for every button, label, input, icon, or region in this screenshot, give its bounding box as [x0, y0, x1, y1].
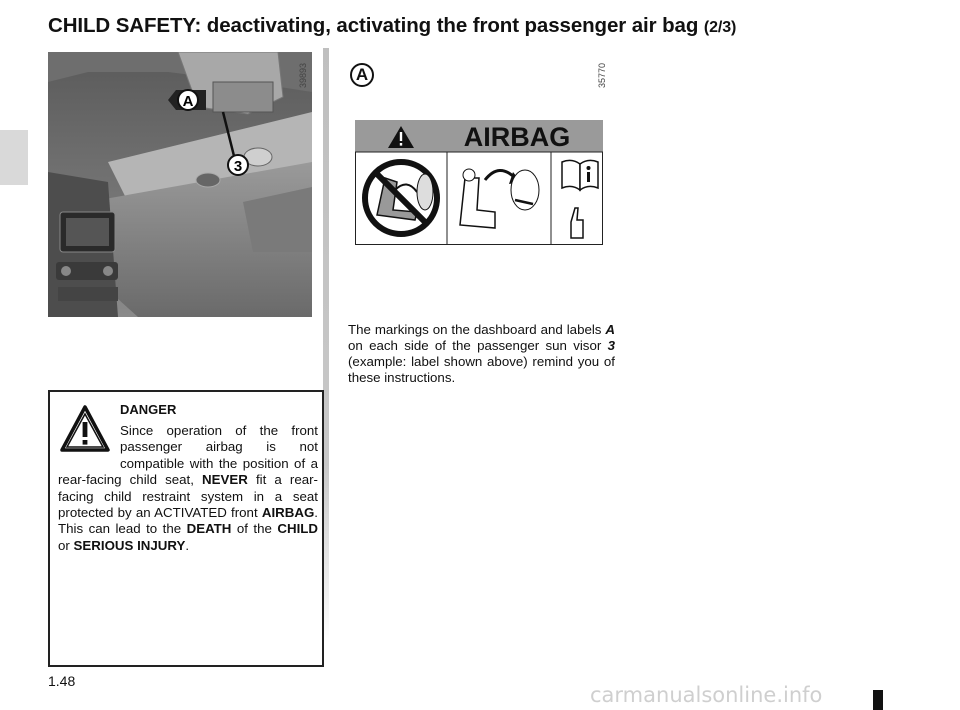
callout-number: 3: [233, 158, 243, 175]
danger-never: NEVER: [202, 472, 248, 488]
airbag-warning-label: [355, 120, 603, 245]
interior-illustration: [48, 52, 312, 317]
figure-callout-a: A: [350, 63, 374, 87]
label-heading: AIRBAG: [463, 122, 571, 152]
caption-text-2: on each side of the passenger sun visor: [348, 338, 608, 353]
caption-text-3: (example: label shown above) remind you of these instructions.: [348, 354, 615, 385]
danger-airbag: AIRBAG: [261, 505, 315, 521]
interior-photo: [48, 52, 312, 317]
title-text: CHILD SAFETY: deactivating, activating the front passenger air bag: [48, 14, 699, 37]
no-rear-facing-seat-icon: [365, 162, 437, 234]
corner-mark: [873, 690, 883, 710]
page-number: 1.48: [48, 673, 76, 689]
danger-text-6: .: [185, 537, 190, 553]
danger-text-2: fit a rear-facing child restraint system in a seat protected by an ACTIVATED front: [58, 472, 318, 521]
title-page-part: (2/3): [703, 19, 737, 36]
danger-death: DEATH: [186, 521, 232, 537]
figure-ref-number-right: 35770: [597, 62, 607, 88]
danger-text-3: . This can lead to the: [58, 505, 318, 537]
caption-label-ref: A: [605, 322, 615, 337]
caption-text-1: The markings on the dashboard and labels: [348, 322, 606, 337]
warning-triangle-icon: [60, 404, 110, 454]
danger-text-5: or: [58, 537, 74, 553]
danger-box: [48, 390, 324, 667]
danger-serious-injury: SERIOUS INJURY: [73, 537, 186, 553]
page-title: [48, 14, 736, 38]
caption-visor-ref: 3: [607, 338, 615, 353]
danger-heading: DANGER: [120, 402, 177, 417]
danger-child: CHILD: [277, 521, 318, 537]
label-caption: [348, 322, 615, 386]
watermark: carmanualsonline.info: [590, 683, 823, 707]
figure-ref-number-left: 39893: [298, 62, 308, 88]
section-tab-marker: [0, 130, 28, 185]
callout-label-a: A: [182, 93, 194, 110]
airbag-label-drawing: [355, 120, 603, 245]
danger-text-1: Since operation of the front passenger airbag is not compatible with the position of a rear-facing child seat,: [58, 423, 318, 488]
danger-text-4: of the: [231, 521, 278, 537]
